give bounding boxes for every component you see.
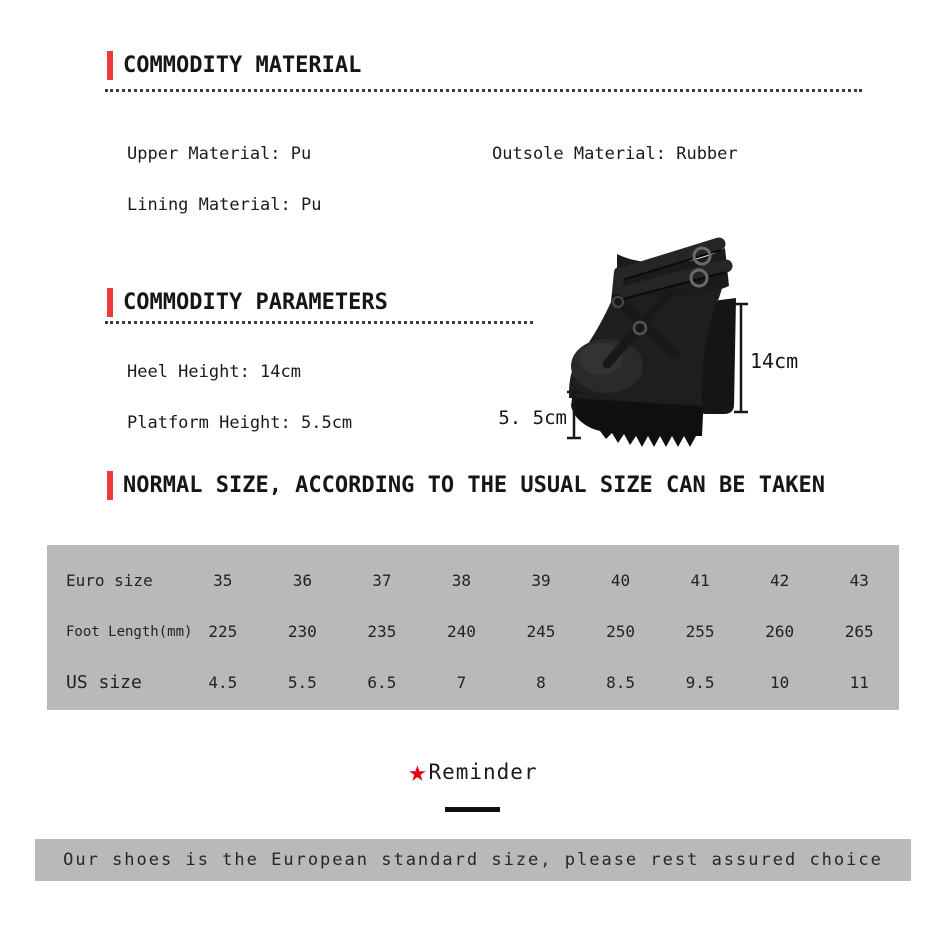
red-accent-bar [107,471,113,500]
section-heading-parameters [107,288,388,317]
size-cell: 240 [446,622,476,641]
dotted-divider [105,89,862,92]
table-row-euro-size [47,555,899,606]
section-title: COMMODITY MATERIAL [123,53,362,78]
size-cell: 260 [765,622,795,641]
red-accent-bar [107,51,113,80]
row-header: US size [66,672,142,693]
size-cell: 7 [456,673,467,692]
measurement-label-heel: 14cm [750,349,799,373]
size-cell: 6.5 [367,673,397,692]
material-item-lining: Lining Material: Pu [127,195,322,215]
size-cell: 265 [844,622,874,641]
section-title: COMMODITY PARAMETERS [123,290,388,315]
size-table [47,545,899,710]
size-cell: 5.5 [287,673,317,692]
size-cell: 9.5 [685,673,715,692]
row-header: Foot Length(mm) [66,623,193,640]
measurement-line-heel [734,304,748,412]
size-cell: 245 [526,622,556,641]
size-cell: 230 [287,622,317,641]
shoe-illustration [495,228,800,468]
table-row-foot-length [47,606,899,657]
size-cell: 41 [690,571,710,590]
notice-banner: Our shoes is the European standard size, please rest assured choice [35,839,911,881]
parameter-item-platform: Platform Height: 5.5cm [127,413,353,433]
section-title: NORMAL SIZE, ACCORDING TO THE USUAL SIZE CAN BE TAKEN [123,473,825,498]
size-cell: 235 [367,622,397,641]
size-cell: 8.5 [606,673,635,692]
reminder-heading [0,754,946,789]
size-cell: 11 [849,673,869,692]
measurement-label-platform: 5. 5cm [498,407,567,429]
size-cell: 38 [451,571,472,590]
size-cell: 35 [213,571,233,590]
size-cell: 8 [536,673,546,692]
section-heading-size [107,471,825,500]
size-cell: 255 [685,622,715,641]
size-cell: 42 [770,571,790,590]
size-cell: 10 [770,673,790,692]
table-row-us-size [47,657,899,708]
row-header: Euro size [66,571,153,590]
shoe-product-image [495,228,800,468]
material-item-upper: Upper Material: Pu [127,144,312,164]
size-cell: 40 [610,571,631,590]
dotted-divider [105,321,533,324]
size-cell: 36 [292,571,312,590]
red-accent-bar [107,288,113,317]
size-cell: 4.5 [208,673,238,692]
parameter-item-heel: Heel Height: 14cm [127,362,301,382]
reminder-underline [445,807,500,812]
size-cell: 225 [208,622,238,641]
size-cell: 39 [531,571,551,590]
size-cell: 250 [606,622,635,641]
reminder-title: Reminder [428,760,538,784]
size-cell: 43 [849,571,869,590]
section-heading-material [107,51,361,80]
size-cell: 37 [372,571,392,590]
material-item-outsole: Outsole Material: Rubber [492,144,738,164]
star-icon: ★ [408,754,427,789]
